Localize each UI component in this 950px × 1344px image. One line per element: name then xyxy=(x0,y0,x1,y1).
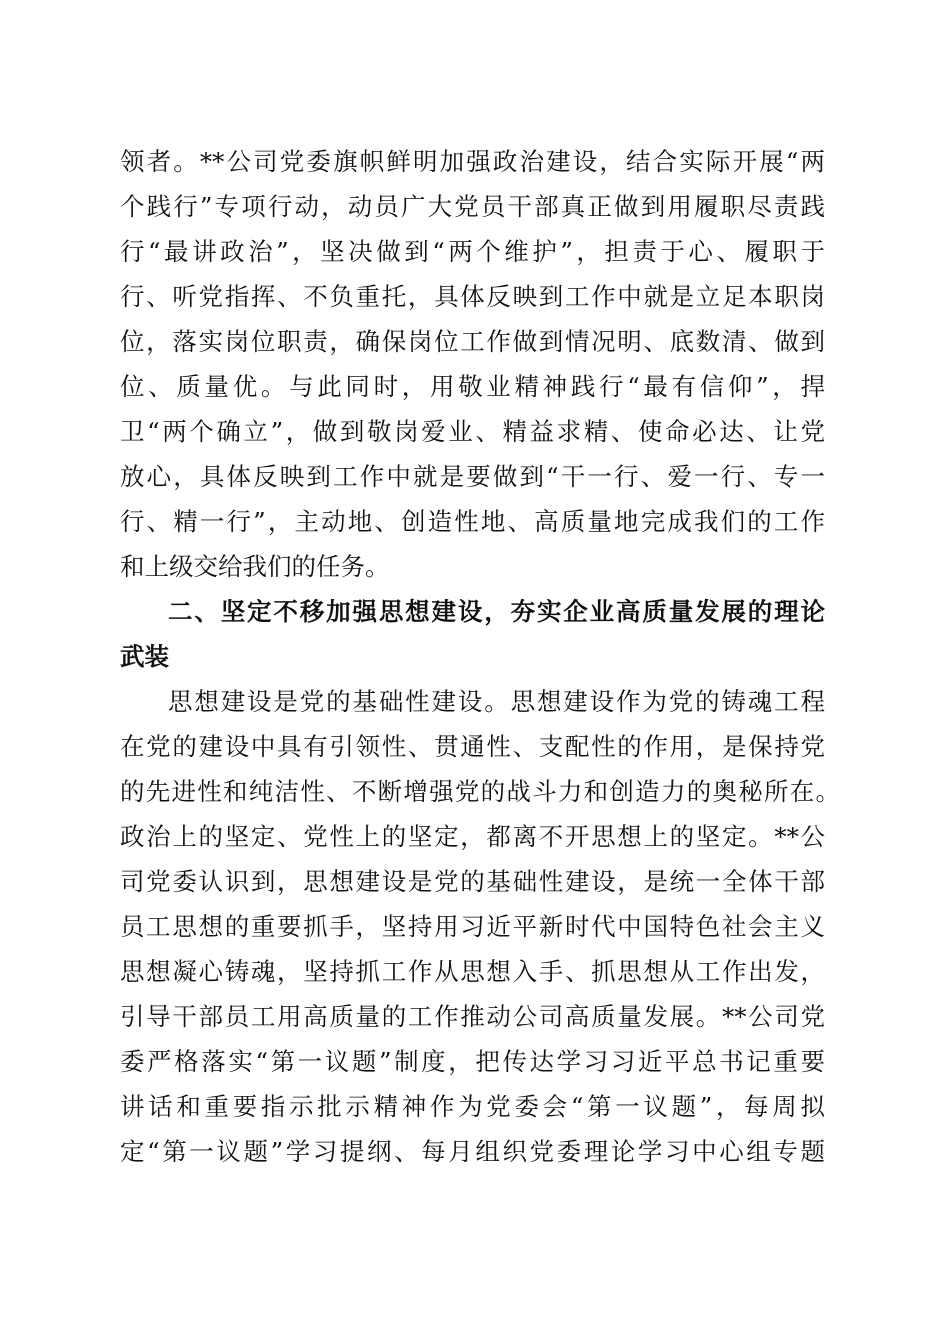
paragraph-line: 思想建设是党的基础性建设。思想建设作为党的铸魂工程 xyxy=(168,687,825,716)
paragraph-line: 行、精一行”，主动地、创造性地、高质量地完成我们的工作 xyxy=(120,507,825,536)
paragraph-line: 的先进性和纯洁性、不断增强党的战斗力和创造力的奥秘所在。 xyxy=(120,777,840,806)
paragraph-line: 位，落实岗位职责，确保岗位工作做到情况明、底数清、做到 xyxy=(120,327,825,356)
paragraph-line: 司党委认识到，思想建设是党的基础性建设，是统一全体干部 xyxy=(120,867,825,896)
paragraph-line: 领者。**公司党委旗帜鲜明加强政治建设，结合实际开展“两 xyxy=(120,147,825,176)
paragraph-line: 委严格落实“第一议题”制度，把传达学习习近平总书记重要 xyxy=(120,1047,825,1076)
section-heading: 二、坚定不移加强思想建设，夯实企业高质量发展的理论 xyxy=(168,597,825,626)
paragraph-line: 员工思想的重要抓手，坚持用习近平新时代中国特色社会主义 xyxy=(120,912,825,941)
section-heading: 武装 xyxy=(120,642,169,671)
paragraph-line: 政治上的坚定、党性上的坚定，都离不开思想上的坚定。**公 xyxy=(120,822,825,851)
paragraph-line: 讲话和重要指示批示精神作为党委会“第一议题”，每周拟 xyxy=(120,1092,825,1121)
paragraph-line: 个践行”专项行动，动员广大党员干部真正做到用履职尽责践 xyxy=(120,192,825,221)
paragraph-line: 引导干部员工用高质量的工作推动公司高质量发展。**公司党 xyxy=(120,1002,825,1031)
paragraph-line: 思想凝心铸魂，坚持抓工作从思想入手、抓思想从工作出发， xyxy=(120,957,825,986)
paragraph-line: 行、听党指挥、不负重托，具体反映到工作中就是立足本职岗 xyxy=(120,282,825,311)
paragraph-line: 位、质量优。与此同时，用敬业精神践行“最有信仰”，捍 xyxy=(120,372,825,401)
paragraph-line: 行“最讲政治”，坚决做到“两个维护”，担责于心、履职于 xyxy=(120,237,825,266)
paragraph-line: 和上级交给我们的任务。 xyxy=(120,552,390,581)
paragraph-line: 卫“两个确立”，做到敬岗爱业、精益求精、使命必达、让党 xyxy=(120,417,825,446)
paragraph-line: 在党的建设中具有引领性、贯通性、支配性的作用，是保持党 xyxy=(120,732,825,761)
paragraph-line: 放心，具体反映到工作中就是要做到“干一行、爱一行、专一 xyxy=(120,462,825,491)
paragraph-line: 定“第一议题”学习提纲、每月组织党委理论学习中心组专题 xyxy=(120,1137,825,1166)
